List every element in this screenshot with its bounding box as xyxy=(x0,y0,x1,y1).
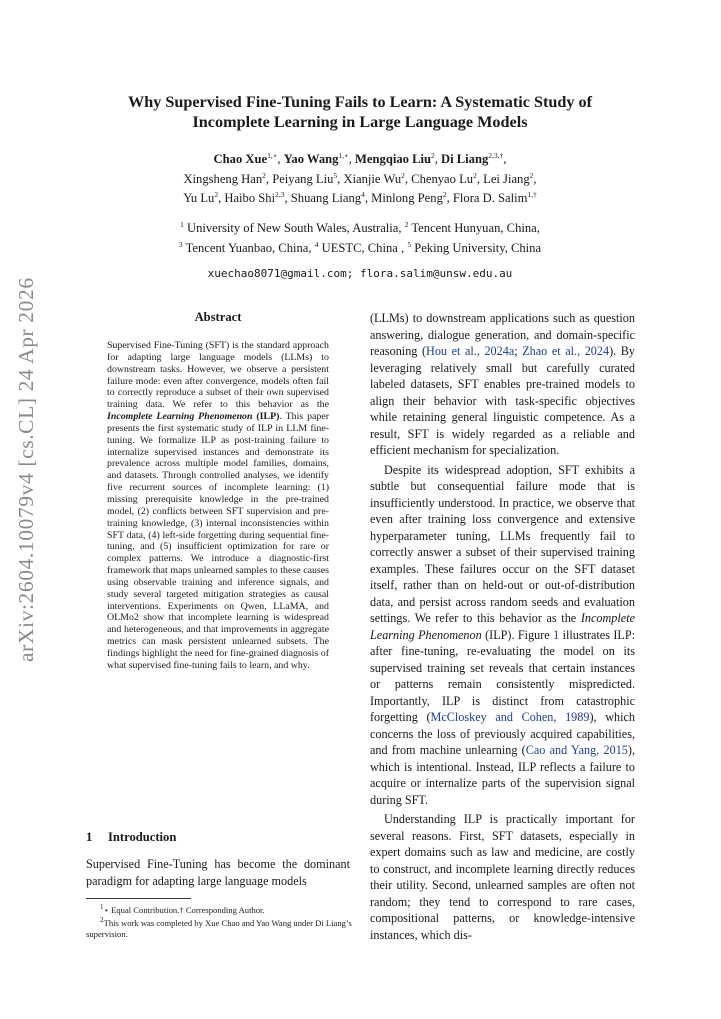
arxiv-identifier: arXiv:2604.10079v4 [cs.CL] 24 Apr 2026 xyxy=(14,277,38,662)
affiliation-name: Tencent Hunyuan, China, xyxy=(408,221,540,236)
intro-paragraph-left: Supervised Fine-Tuning has become the dominant paradigm for adapting large language models xyxy=(86,857,350,888)
author-name: Chenyao Lu xyxy=(411,171,474,186)
text-run: ), which concerns the loss of previously acquired capabilities, and from machine unlearning ( xyxy=(370,710,635,757)
author-name: Minlong Peng xyxy=(371,191,443,206)
author-affiliation-marker: 2 xyxy=(473,170,477,180)
author-affiliation-marker: 1,† xyxy=(527,190,537,200)
author-name: Mengqiao Liu xyxy=(355,152,431,167)
affiliation-name: UESTC, China , xyxy=(318,240,408,255)
body-paragraph xyxy=(370,462,635,809)
author-name: Haibo Shi xyxy=(224,191,276,206)
text-run: Despite its widespread adoption, SFT exhibits a subtle but consequential failure mode that is insufficiently understood. In practice, we observe that even after training loss convergence and extensive hyperparameter tuning, LLMs frequently fail to correctly answer a subset of their supervised training examples. These failures occur on the SFT dataset itself, rather than on held-out or out-of-distribution data, and persist across random seeds and evaluation settings. We refer to this behavior as the xyxy=(370,462,635,625)
author-line-2: Xingsheng Han$^2$, Peiyang Liu$^5$, Xianjie Wu$^2$, Chenyao Lu$^2$, Lei Jiang$^2$, xyxy=(183,170,537,186)
affiliation-marker: 3 xyxy=(178,239,183,249)
author-affiliation-marker: 2 xyxy=(529,170,534,180)
title-line-2: Incomplete Learning in Large Language Models xyxy=(192,113,528,131)
affiliation-marker: 2 xyxy=(404,220,409,229)
paper-title xyxy=(60,92,660,132)
author-name: Yu Lu xyxy=(183,191,215,206)
footnotes xyxy=(86,902,352,940)
title-line-1: Why Supervised Fine-Tuning Fails to Learn: A Systematic Study of xyxy=(128,93,592,111)
text-run: ). By leveraging relatively small but carefully curated labeled datasets, SFT enables pre-trained models to align their behavior with task-specific objectives while retaining general linguistic competence. As a result, SFT is widely regarded as a reliable and efficient mechanism for specialization. xyxy=(370,344,636,457)
author-line-1: Chao Xue$^{1,⋆}$, Yao Wang$^{1,⋆}$, Mengqiao Liu$^2$, Di Liang$^{2,3,\dagger}$, xyxy=(213,151,507,167)
author-affiliation-marker: 2,3,† xyxy=(488,151,504,160)
affiliation-name: Peking University, China xyxy=(411,240,542,255)
text-run: Understanding ILP is practically important for several reasons. First, SFT datasets, especially in expert domains such as law and medicine, are costly to construct, and incomplete learning directly reduces their utility. Second, unlearned samples are often not random; they tend to correspond to rare cases, compositional patterns, or knowledge-intensive instances, which dis- xyxy=(370,812,635,942)
author-affiliation-marker: 2 xyxy=(442,190,447,200)
contact-emails: xuechao8071@gmail.com; flora.salim@unsw.edu.au xyxy=(207,267,513,280)
citation-link[interactable]: 1 xyxy=(553,627,560,642)
right-column-body xyxy=(370,310,635,943)
term-italic: Incomplete Learning Phenomenon xyxy=(370,611,635,642)
author-name: Shuang Liang xyxy=(290,191,362,206)
author-name: Peiyang Liu xyxy=(272,171,334,186)
citation-link[interactable]: McCloskey and Cohen, 1989 xyxy=(430,710,590,724)
abstract-heading: Abstract xyxy=(194,310,242,324)
affiliation-line-2 xyxy=(60,237,660,257)
author-line-3: Yu Lu$^2$, Haibo Shi$^{2,3}$, Shuang Liang$^4$, Minlong Peng$^2$, Flora D. Salim$^{1,\dagger}$ xyxy=(183,190,537,206)
section-title: Introduction xyxy=(108,830,177,844)
author-affiliation-marker: 2 xyxy=(262,170,266,180)
footnote-divider xyxy=(86,898,191,899)
text-run: . This paper presents the first systematic study of ILP in LLM fine-tuning. We formalize ILP as post-training failure to internalize supervised instances and demonstrate its prevalence across multiple model families, domains, and datasets. Through controlled analyses, we identify five recurrent sources of incomplete learning: (1) missing prerequisite knowledge in the pre-trained model, (2) conflicts between SFT supervision and pre-training knowledge, (3) internal inconsistencies within SFT data, (4) left-side forgetting during sequential fine-tuning, and (5) insufficient optimization for rare or complex patterns. We introduce a diagnostic-first framework that maps unlearned samples to these causes using observable training and inference signals, and study several targeted mitigation strategies as causal interventions. Experiments on Qwen, LLaMA, and OLMo2 show that incomplete learning is widespread and heterogeneous, and that improvements in aggregate metrics can mask persistent unlearned subsets. The findings highlight the need for fine-grained diagnosis of what supervised fine-tuning fails to learn, and why. xyxy=(107,411,329,671)
author-list xyxy=(60,148,660,207)
section-number: 1 xyxy=(86,830,93,844)
affiliation-name: Tencent Yuanbao, China, xyxy=(182,240,315,255)
author-name: Yao Wang xyxy=(283,152,339,167)
author-affiliation-marker: 2 xyxy=(214,190,219,200)
body-paragraph xyxy=(370,811,635,943)
author-name: Flora D. Salim xyxy=(452,191,528,206)
citation-link[interactable]: Hou et al., 2024a xyxy=(426,344,515,358)
text-run: ), which is intentional. Instead, ILP reflects a failure to acquire or internalize parts of the supervision signal during SFT. xyxy=(370,743,635,807)
affiliation-marker: 5 xyxy=(407,239,412,249)
author-affiliation-marker: 2 xyxy=(430,151,435,160)
author-name: Xianjie Wu xyxy=(343,171,402,186)
term-emphasis xyxy=(107,411,253,422)
affiliation-name: University of New South Wales, Australia, xyxy=(183,221,405,236)
text-run: illustrates ILP: after fine-tuning, re-evaluating the model on its supervised training set reveals that certain instances or patterns remain consistently mispredicted. Importantly, ILP is distinct from catastrophic forgetting ( xyxy=(370,627,635,724)
body-paragraph xyxy=(370,310,635,459)
author-affiliation-marker: 1,⋆ xyxy=(338,151,349,160)
author-name: Chao Xue xyxy=(213,152,268,167)
term-bold: (ILP) xyxy=(256,411,280,423)
author-name: Lei Jiang xyxy=(483,171,530,186)
affiliation-marker: 1 xyxy=(180,220,184,229)
text-run: (LLMs) to downstream applications such as question answering, dialogue generation, and domain-specific reasoning ( xyxy=(370,311,635,358)
text-run: Supervised Fine-Tuning (SFT) is the standard approach for adapting large language models (LLMs) to downstream tasks. However, we observe a persistent failure mode: even after convergence, models often fail to correctly reproduce a subset of their own supervised training data. We refer to this behavior as the xyxy=(107,340,329,411)
footnote-2 xyxy=(86,915,352,939)
section-heading-introduction xyxy=(86,830,176,845)
affiliations xyxy=(60,217,660,256)
citation-link[interactable]: Zhao et al., 2024 xyxy=(522,344,610,358)
footnote-marker: 1 xyxy=(100,903,104,911)
abstract-body xyxy=(107,340,329,672)
footnote-1 xyxy=(86,902,352,915)
author-name: Di Liang xyxy=(441,152,489,167)
citation-link[interactable]: Cao and Yang, 2015 xyxy=(525,743,628,757)
text-run: ; xyxy=(514,344,523,358)
footnote-marker: 2 xyxy=(100,916,104,925)
author-affiliation-marker: 4 xyxy=(361,190,365,200)
affiliation-marker: 4 xyxy=(314,239,319,249)
author-affiliation-marker: 2,3 xyxy=(275,190,285,200)
footnote-text: ⋆ Equal Contribution.† Corresponding Author. xyxy=(103,904,265,915)
author-affiliation-marker: 2 xyxy=(401,170,405,180)
author-name: Xingsheng Han xyxy=(183,171,263,186)
footnote-text: This work was completed by Xue Chao and Yao Wang under Di Liang’s supervision. xyxy=(86,918,352,939)
text-run: (ILP). Figure xyxy=(481,627,554,642)
term-emphasis-italic: Incomplete Learning Phenomenon xyxy=(107,411,253,423)
author-affiliation-marker: 5 xyxy=(333,170,338,180)
author-affiliation-marker: 1,⋆ xyxy=(267,151,278,160)
affiliation-line-1 xyxy=(60,217,660,237)
